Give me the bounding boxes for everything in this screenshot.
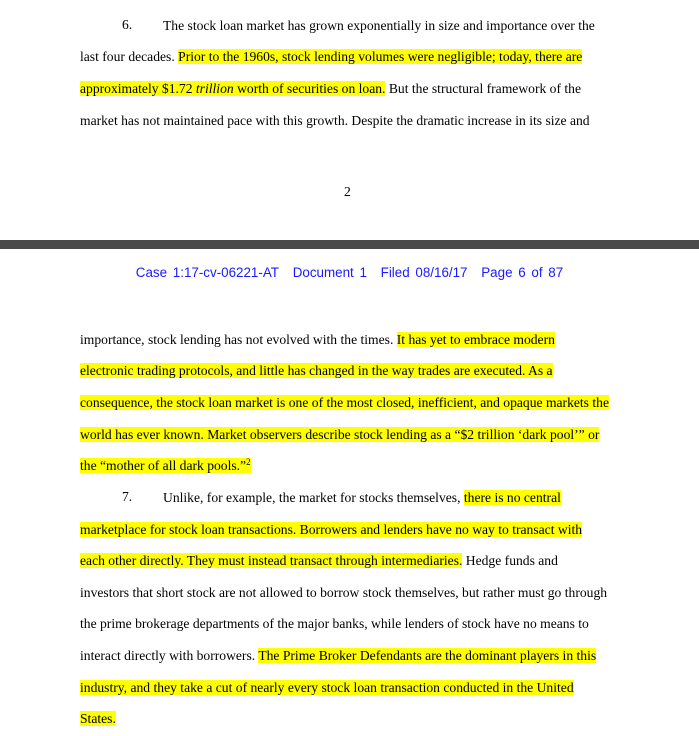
text-line: [80, 48, 582, 66]
text-line: [80, 362, 553, 380]
case-number: Case 1:17-cv-06221-AT: [135, 265, 279, 280]
page-number: 2: [344, 184, 351, 199]
text-line: [163, 17, 595, 35]
text-line: [80, 552, 558, 570]
highlighted-text: Prior to the 1960s, stock lending volumes were negligible; today, there are: [178, 49, 583, 64]
highlighted-text: consequence, the stock loan market is one of the most closed, inefficient, and opaque markets the: [80, 395, 609, 410]
text-line: [80, 394, 609, 412]
highlighted-text: It has yet to embrace modern: [396, 332, 555, 347]
highlighted-text: there is no central: [463, 490, 561, 505]
paragraph-number-7: 7.: [122, 489, 133, 504]
highlighted-text: industry, and they take a cut of nearly every stock loan transaction conducted in the United: [80, 680, 574, 695]
text-run: the prime brokerage departments of the major banks, while lenders of stock have no means to: [80, 616, 589, 631]
text-run: interact directly with borrowers.: [80, 648, 259, 663]
highlighted-text: marketplace for stock loan transactions. Borrowers and lenders have no way to transact with: [80, 522, 583, 537]
text-line: [80, 521, 582, 539]
text-line: [80, 426, 599, 444]
footnote-marker[interactable]: 2: [246, 457, 251, 467]
text-line: [80, 584, 607, 602]
case-header: [0, 265, 699, 280]
highlighted-text: [80, 458, 251, 473]
text-run: But the structural framework of the: [385, 81, 581, 96]
text-line: [80, 457, 251, 475]
text-run: the “mother of all dark pools.”: [80, 458, 247, 473]
page-separator: [0, 240, 699, 249]
highlighted-text: each other directly. They must instead transact through intermediaries.: [80, 553, 463, 568]
text-run: Unlike, for example, the market for stocks themselves,: [163, 490, 464, 505]
document-number: Document 1: [292, 265, 367, 280]
text-run: importance, stock lending has not evolved with the times.: [80, 332, 397, 347]
italic-text: trillion: [195, 81, 234, 96]
text-line: [80, 710, 116, 728]
text-run: Hedge funds and: [462, 553, 558, 568]
text-run: market has not maintained pace with this growth. Despite the dramatic increase in its size and: [80, 113, 590, 128]
text-line: [80, 647, 596, 665]
paragraph-number-6: 6.: [122, 17, 133, 32]
highlighted-text: electronic trading protocols, and little has changed in the way trades are executed. As a: [80, 363, 553, 378]
text-line: [163, 489, 561, 507]
text-line: [80, 679, 574, 697]
text-run: worth of securities on loan.: [233, 81, 386, 96]
page-top: [0, 0, 699, 240]
highlighted-text: [80, 81, 385, 96]
text-line: [80, 331, 555, 349]
page-bottom: [0, 249, 699, 736]
text-run: The stock loan market has grown exponentially in size and importance over the: [163, 18, 595, 33]
highlighted-text: world has ever known. Market observers describe stock lending as a “$2 trillion ‘dark pool’” or: [80, 427, 600, 442]
highlighted-text: States.: [80, 711, 116, 726]
text-run: approximately $1.72: [80, 81, 196, 96]
text-run: last four decades.: [80, 49, 179, 64]
text-line: [80, 615, 589, 633]
text-line: [80, 112, 590, 130]
text-run: investors that short stock are not allowed to borrow stock themselves, but rather must go through: [80, 585, 608, 600]
filed-date: Filed 08/16/17: [380, 265, 468, 280]
page-indicator: Page 6 of 87: [481, 265, 564, 280]
text-line: [80, 80, 581, 98]
highlighted-text: The Prime Broker Defendants are the dominant players in this: [258, 648, 597, 663]
